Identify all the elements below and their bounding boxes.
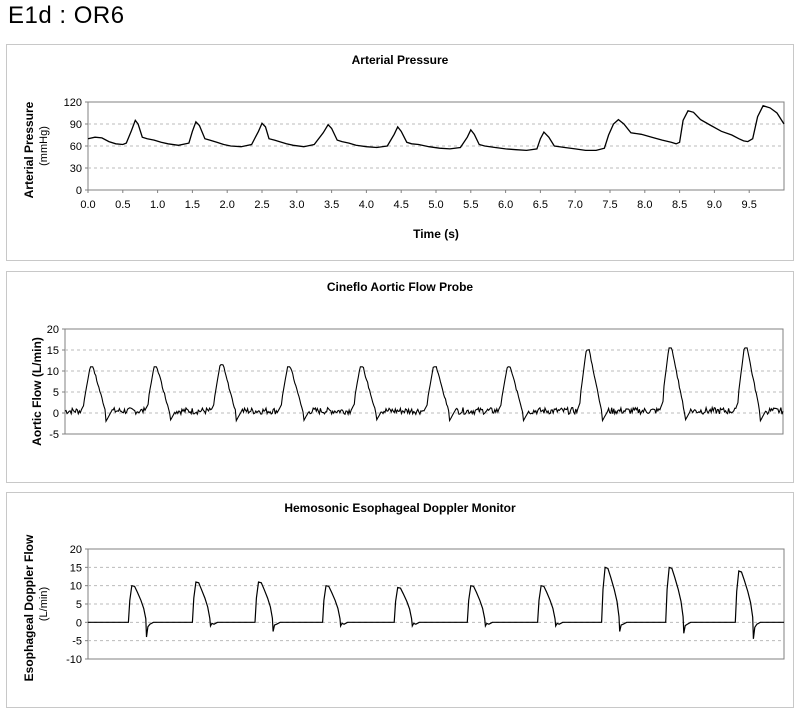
doppler-flow-chart	[7, 493, 793, 707]
x-tick-label: 5.0	[428, 199, 444, 211]
y-axis-title: Aortic Flow (L/min)	[30, 337, 44, 446]
y-tick-label: 0	[75, 617, 82, 630]
x-tick-label: 5.5	[463, 199, 479, 211]
y-tick-label: -5	[49, 429, 59, 441]
y-tick-label: 10	[46, 366, 59, 378]
y-axis-title: Esophageal Doppler Flow	[22, 534, 36, 682]
x-tick-label: 9.0	[706, 199, 723, 211]
y-tick-label: 10	[69, 580, 82, 593]
x-tick-label: 2.5	[254, 199, 270, 211]
arterial-pressure-chart	[7, 45, 793, 260]
y-tick-label: 90	[69, 119, 82, 131]
plot-area	[65, 329, 783, 434]
x-tick-label: 7.5	[602, 199, 618, 211]
y-tick-label: 5	[75, 599, 82, 611]
y-tick-label: 20	[46, 324, 59, 336]
y-tick-label: 30	[69, 163, 82, 175]
y-tick-label: 15	[46, 345, 59, 357]
y-tick-label: 60	[69, 141, 82, 153]
x-tick-label: 4.0	[358, 199, 375, 211]
x-tick-label: 8.0	[637, 199, 653, 211]
aortic-flow-line	[65, 348, 783, 421]
x-tick-label: 3.0	[289, 199, 305, 211]
page-title: E1d : OR6	[8, 2, 125, 29]
x-tick-label: 7.0	[567, 199, 583, 211]
y-tick-label: 0	[75, 185, 82, 197]
y-tick-label: 15	[69, 562, 82, 575]
x-tick-label: 0.0	[80, 199, 96, 211]
y-axis-unit: (L/min)	[38, 586, 50, 622]
aortic-flow-chart	[7, 272, 793, 482]
x-axis-title: Time (s)	[413, 227, 459, 241]
y-tick-label: -10	[66, 654, 82, 666]
doppler-flow-line	[88, 567, 784, 639]
chart-title: Arterial Pressure	[351, 53, 449, 67]
x-tick-label: 4.5	[393, 199, 409, 211]
aortic-flow-panel	[6, 271, 794, 483]
x-tick-label: 9.5	[741, 199, 757, 211]
x-tick-label: 2.0	[219, 199, 235, 211]
pressure-line	[88, 106, 784, 151]
y-axis-title: Arterial Pressure	[22, 101, 36, 199]
y-tick-label: 0	[52, 408, 59, 420]
y-tick-label: -5	[72, 635, 82, 648]
y-tick-label: 120	[63, 97, 82, 109]
y-tick-label: 20	[69, 544, 82, 556]
y-tick-label: 5	[52, 387, 59, 399]
x-tick-label: 0.5	[115, 199, 131, 211]
chart-title: Hemosonic Esophageal Doppler Monitor	[284, 501, 516, 515]
doppler-panel	[6, 492, 794, 708]
x-tick-label: 6.0	[497, 199, 514, 211]
x-tick-label: 1.5	[184, 199, 201, 211]
x-tick-label: 8.5	[671, 199, 688, 211]
y-axis-unit: (mmHg)	[38, 126, 50, 166]
x-tick-label: 3.5	[323, 199, 340, 211]
x-tick-label: 6.5	[532, 199, 549, 211]
arterial-pressure-panel	[6, 44, 794, 261]
chart-title: Cineflo Aortic Flow Probe	[326, 280, 474, 294]
x-tick-label: 1.0	[149, 199, 166, 211]
